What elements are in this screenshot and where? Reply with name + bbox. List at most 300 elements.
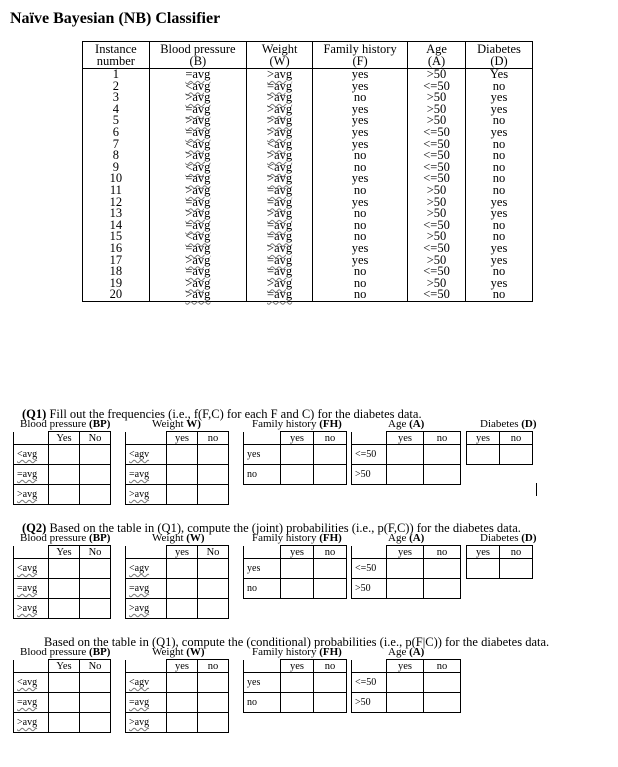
q2-bp-input-cell[interactable] xyxy=(49,559,80,579)
q3-bp-row xyxy=(14,673,111,693)
table-cell: >avg xyxy=(247,127,313,139)
table-cell: yes xyxy=(466,127,533,139)
q1-bp-input-cell[interactable] xyxy=(49,485,80,505)
table-cell: <avg xyxy=(149,81,246,93)
q1-fh-column-header: yes xyxy=(281,432,314,445)
q1-fh-input-cell[interactable] xyxy=(314,465,347,485)
q1-w-column-header: yes xyxy=(167,432,198,445)
table-cell: >50 xyxy=(408,231,466,243)
table-cell: 2 xyxy=(83,81,150,93)
q1-bp-column-header: Yes xyxy=(49,432,80,445)
table-cell: 12 xyxy=(83,197,150,209)
column-header xyxy=(247,42,313,69)
q3-bp-column-header: Yes xyxy=(49,660,80,673)
q3-fh-input-cell[interactable] xyxy=(281,673,314,693)
q1-bp-row-label: <avg xyxy=(14,445,49,465)
q3-w-table xyxy=(125,659,229,733)
table-cell: >50 xyxy=(408,278,466,290)
q3-w-header-row xyxy=(126,660,229,673)
q2-age-column-header: yes xyxy=(387,546,424,559)
q3-bp-input-cell[interactable] xyxy=(49,713,80,733)
q2-fh-table xyxy=(243,545,347,599)
table-cell: <=50 xyxy=(408,139,466,151)
table-cell: =avg xyxy=(247,220,313,232)
q3-bp-row-label: <avg xyxy=(14,673,49,693)
table-cell: <=50 xyxy=(408,81,466,93)
q1-age-label xyxy=(388,418,424,430)
table-cell: no xyxy=(313,92,408,104)
q2-fh-input-cell[interactable] xyxy=(314,579,347,599)
q1-bp-row xyxy=(14,465,111,485)
table-cell: >50 xyxy=(408,185,466,197)
q2-fh-corner xyxy=(244,546,281,559)
table-cell: 6 xyxy=(83,127,150,139)
q2-w-column-header: No xyxy=(198,546,229,559)
table-cell: yes xyxy=(313,197,408,209)
q1-w-input-cell[interactable] xyxy=(167,465,198,485)
q2-bp-row xyxy=(14,559,111,579)
q1-d-row xyxy=(467,445,533,465)
q3-age-column-header: no xyxy=(424,660,461,673)
q2-w-input-cell[interactable] xyxy=(167,559,198,579)
q3-bp-row xyxy=(14,713,111,733)
q3-bp-input-cell[interactable] xyxy=(80,693,111,713)
q3-bp-table xyxy=(13,659,111,733)
q1-w-row-label: =avg xyxy=(126,465,167,485)
table-cell: >avg xyxy=(247,92,313,104)
q2-bp-row-label: <avg xyxy=(14,559,49,579)
table-row xyxy=(83,92,533,104)
table-cell: <=50 xyxy=(408,127,466,139)
table-cell: 8 xyxy=(83,150,150,162)
q3-w-label-abbr: (W) xyxy=(186,646,205,658)
q2-bp-row-label: >avg xyxy=(14,599,49,619)
q3-age-label-title: Age xyxy=(388,646,410,658)
table-row xyxy=(83,81,533,93)
q1-d-input-cell[interactable] xyxy=(500,445,533,465)
table-cell: >50 xyxy=(408,208,466,220)
table-cell: >50 xyxy=(408,197,466,209)
q2-fh-row xyxy=(244,559,347,579)
q2-w-input-cell[interactable] xyxy=(167,579,198,599)
table-cell: <=50 xyxy=(408,173,466,185)
table-row xyxy=(83,220,533,232)
q2-fh-input-cell[interactable] xyxy=(281,579,314,599)
q2-age-input-cell[interactable] xyxy=(387,579,424,599)
q3-w-input-cell[interactable] xyxy=(167,693,198,713)
q2-age-label-abbr: (A) xyxy=(409,532,425,544)
q1-age-corner xyxy=(352,432,387,445)
table-cell: no xyxy=(466,231,533,243)
q2-w-row-label: >avg xyxy=(126,599,167,619)
q3-age-label-abbr: (A) xyxy=(409,646,425,658)
table-cell: =avg xyxy=(149,173,246,185)
q2-d-column-header: yes xyxy=(467,546,500,559)
q2-fh-row-label: no xyxy=(244,579,281,599)
table-cell: 18 xyxy=(83,266,150,278)
q2-d-input-cell[interactable] xyxy=(500,559,533,579)
table-cell: 20 xyxy=(83,289,150,301)
table-cell: yes xyxy=(313,115,408,127)
q2-age-header-row xyxy=(352,546,461,559)
q2-w-row xyxy=(126,579,229,599)
q2-age-label-title: Age xyxy=(388,532,410,544)
q2-bp-table xyxy=(13,545,111,619)
q3-fh-row xyxy=(244,693,347,713)
table-cell: =avg xyxy=(247,81,313,93)
q3-bp-input-cell[interactable] xyxy=(80,673,111,693)
table-cell: >avg xyxy=(247,173,313,185)
column-header xyxy=(408,42,466,69)
table-cell: =avg xyxy=(149,69,246,81)
q2-w-row xyxy=(126,599,229,619)
q3-age-corner xyxy=(352,660,387,673)
q2-d-label-abbr: (D) xyxy=(521,532,537,544)
table-cell: =avg xyxy=(149,243,246,255)
q3-w-input-cell[interactable] xyxy=(198,713,229,733)
table-cell: yes xyxy=(313,243,408,255)
q3-age-header-row xyxy=(352,660,461,673)
q2-fh-row-label: yes xyxy=(244,559,281,579)
table-cell: >avg xyxy=(149,150,246,162)
q1-fh-row-label: yes xyxy=(244,445,281,465)
table-cell: yes xyxy=(466,243,533,255)
q1-fh-label-title: Family history xyxy=(252,418,320,430)
table-cell: 1 xyxy=(83,69,150,81)
column-header-line: Diabetes xyxy=(477,41,521,56)
q1-fh-label-abbr: (FH) xyxy=(319,418,342,430)
q1-fh-row-label: no xyxy=(244,465,281,485)
q1-fh-corner xyxy=(244,432,281,445)
q1-w-input-cell[interactable] xyxy=(198,485,229,505)
q2-bp-input-cell[interactable] xyxy=(49,579,80,599)
table-cell: >avg xyxy=(247,115,313,127)
text-cursor xyxy=(536,483,537,496)
q3-fh-row xyxy=(244,673,347,693)
table-cell: >50 xyxy=(408,92,466,104)
q3-w-input-cell[interactable] xyxy=(167,673,198,693)
table-cell: no xyxy=(313,266,408,278)
q1-bp-input-cell[interactable] xyxy=(49,445,80,465)
column-header-line: Weight xyxy=(261,41,298,56)
q3-fh-header-row xyxy=(244,660,347,673)
q3-age-column-header: yes xyxy=(387,660,424,673)
q2-w-input-cell[interactable] xyxy=(167,599,198,619)
table-cell: 7 xyxy=(83,139,150,151)
q1-w-row xyxy=(126,445,229,465)
q3-w-input-cell[interactable] xyxy=(198,693,229,713)
q1-bp-row xyxy=(14,445,111,465)
q1-bp-input-cell[interactable] xyxy=(49,465,80,485)
q2-w-input-cell[interactable] xyxy=(198,579,229,599)
q2-fh-label xyxy=(252,532,342,544)
table-cell: 14 xyxy=(83,220,150,232)
table-cell: <=50 xyxy=(408,243,466,255)
q3-fh-label xyxy=(252,646,342,658)
q3-fh-row-label: no xyxy=(244,693,281,713)
table-cell: yes xyxy=(313,69,408,81)
q2-age-row-label: >50 xyxy=(352,579,387,599)
q2-fh-input-cell[interactable] xyxy=(281,559,314,579)
table-cell: 19 xyxy=(83,278,150,290)
q3-fh-label-title: Family history xyxy=(252,646,320,658)
table-row xyxy=(83,139,533,151)
q2-bp-input-cell[interactable] xyxy=(80,579,111,599)
q2-bp-label-title: Blood pressure xyxy=(20,532,90,544)
table-cell: Yes xyxy=(466,69,533,81)
table-cell: yes xyxy=(466,208,533,220)
q2-fh-row xyxy=(244,579,347,599)
table-cell: 13 xyxy=(83,208,150,220)
question-1-text: Fill out the frequencies (i.e., f(F,C) for each F and C) for the diabetes data. xyxy=(46,407,422,421)
q3-bp-label-abbr: (BP) xyxy=(89,646,111,658)
q2-bp-input-cell[interactable] xyxy=(80,559,111,579)
q2-bp-column-header: Yes xyxy=(49,546,80,559)
q2-bp-row xyxy=(14,579,111,599)
q1-bp-row xyxy=(14,485,111,505)
q3-fh-input-cell[interactable] xyxy=(281,693,314,713)
q1-bp-input-cell[interactable] xyxy=(80,445,111,465)
table-header-row xyxy=(83,42,533,69)
q3-w-row-label: =avg xyxy=(126,693,167,713)
column-header-line: Instance xyxy=(95,41,137,56)
table-cell: >50 xyxy=(408,255,466,267)
q2-age-row xyxy=(352,559,461,579)
table-cell: yes xyxy=(466,92,533,104)
table-cell: =avg xyxy=(247,289,313,301)
table-cell: >avg xyxy=(149,289,246,301)
q3-w-input-cell[interactable] xyxy=(198,673,229,693)
table-cell: no xyxy=(313,162,408,174)
table-cell: no xyxy=(466,81,533,93)
q2-d-input-cell[interactable] xyxy=(467,559,500,579)
q2-age-column-header: no xyxy=(424,546,461,559)
q2-bp-column-header: No xyxy=(80,546,111,559)
q1-bp-corner xyxy=(14,432,49,445)
q1-age-row xyxy=(352,445,461,465)
table-row xyxy=(83,115,533,127)
q2-d-label xyxy=(480,532,537,544)
q1-fh-label xyxy=(252,418,342,430)
q1-age-row-label: >50 xyxy=(352,465,387,485)
table-cell: 17 xyxy=(83,255,150,267)
table-row xyxy=(83,127,533,139)
table-cell: no xyxy=(466,139,533,151)
table-body xyxy=(83,69,533,302)
column-header-line: (F) xyxy=(352,54,368,68)
q3-bp-input-cell[interactable] xyxy=(49,673,80,693)
q1-d-input-cell[interactable] xyxy=(467,445,500,465)
column-header xyxy=(149,42,246,69)
q2-age-input-cell[interactable] xyxy=(424,559,461,579)
q1-w-row-label: <agv xyxy=(126,445,167,465)
q3-w-input-cell[interactable] xyxy=(167,713,198,733)
q2-d-row xyxy=(467,559,533,579)
column-header-line: Family history xyxy=(323,41,397,56)
q1-bp-row-label: >avg xyxy=(14,485,49,505)
table-cell: no xyxy=(466,289,533,301)
q1-age-input-cell[interactable] xyxy=(387,445,424,465)
table-cell: <avg xyxy=(247,162,313,174)
q1-w-input-cell[interactable] xyxy=(198,465,229,485)
q1-w-input-cell[interactable] xyxy=(167,445,198,465)
table-cell: 5 xyxy=(83,115,150,127)
q3-fh-input-cell[interactable] xyxy=(314,673,347,693)
q1-d-header-row xyxy=(467,432,533,445)
q3-age-row-label: <=50 xyxy=(352,673,387,693)
table-cell: yes xyxy=(466,278,533,290)
column-header xyxy=(83,42,150,69)
column-header-line: number xyxy=(96,54,135,68)
q3-age-input-cell[interactable] xyxy=(387,693,424,713)
q1-age-input-cell[interactable] xyxy=(424,465,461,485)
q1-age-label-title: Age xyxy=(388,418,410,430)
q1-bp-input-cell[interactable] xyxy=(80,485,111,505)
q1-age-input-cell[interactable] xyxy=(424,445,461,465)
table-cell: yes xyxy=(313,173,408,185)
column-header xyxy=(313,42,408,69)
table-cell: =avg xyxy=(247,185,313,197)
table-cell: <avg xyxy=(149,139,246,151)
q1-bp-table xyxy=(13,431,111,505)
table-cell: no xyxy=(466,173,533,185)
q3-w-row xyxy=(126,673,229,693)
q2-w-label xyxy=(152,532,205,544)
table-cell: 11 xyxy=(83,185,150,197)
q2-w-row xyxy=(126,559,229,579)
q3-age-input-cell[interactable] xyxy=(424,673,461,693)
q2-bp-corner xyxy=(14,546,49,559)
q2-fh-input-cell[interactable] xyxy=(314,559,347,579)
q1-fh-input-cell[interactable] xyxy=(281,445,314,465)
q1-w-label-abbr: W) xyxy=(186,418,201,430)
q2-w-label-title: Weight xyxy=(152,532,187,544)
table-cell: <=50 xyxy=(408,162,466,174)
q1-fh-column-header: no xyxy=(314,432,347,445)
q3-age-label xyxy=(388,646,424,658)
table-cell: <=50 xyxy=(408,289,466,301)
q2-w-row-label: =avg xyxy=(126,579,167,599)
table-row xyxy=(83,278,533,290)
q1-fh-input-cell[interactable] xyxy=(314,445,347,465)
table-cell: >avg xyxy=(247,243,313,255)
table-row xyxy=(83,208,533,220)
table-row xyxy=(83,197,533,209)
q1-w-table xyxy=(125,431,229,505)
table-cell: <=50 xyxy=(408,220,466,232)
q3-age-row-label: >50 xyxy=(352,693,387,713)
q1-fh-header-row xyxy=(244,432,347,445)
table-cell: >avg xyxy=(247,150,313,162)
table-cell: =avg xyxy=(247,231,313,243)
q2-d-label-title: Diabetes xyxy=(480,532,522,544)
q1-w-label-title: Weight xyxy=(152,418,187,430)
table-cell: no xyxy=(466,150,533,162)
table-cell: >50 xyxy=(408,69,466,81)
q3-bp-label xyxy=(20,646,110,658)
table-cell: >50 xyxy=(408,115,466,127)
table-row xyxy=(83,255,533,267)
diabetes-data-table xyxy=(82,41,533,302)
page-title: Naïve Bayesian (NB) Classifier xyxy=(10,10,221,27)
table-cell: >avg xyxy=(149,92,246,104)
q1-age-label-abbr: (A) xyxy=(409,418,425,430)
table-cell: =avg xyxy=(149,127,246,139)
table-cell: no xyxy=(313,185,408,197)
q3-w-row-label: >avg xyxy=(126,713,167,733)
q2-age-row-label: <=50 xyxy=(352,559,387,579)
q3-w-label-title: Weight xyxy=(152,646,187,658)
q3-age-row xyxy=(352,673,461,693)
table-cell: no xyxy=(466,115,533,127)
q3-fh-column-header: no xyxy=(314,660,347,673)
table-cell: yes xyxy=(313,104,408,116)
q1-d-table xyxy=(466,431,533,465)
q3-fh-input-cell[interactable] xyxy=(314,693,347,713)
q3-bp-row-label: >avg xyxy=(14,713,49,733)
table-row xyxy=(83,243,533,255)
q1-d-column-header: yes xyxy=(467,432,500,445)
q3-fh-label-abbr: (FH) xyxy=(319,646,342,658)
table-cell: yes xyxy=(466,255,533,267)
q2-age-corner xyxy=(352,546,387,559)
q1-d-label-abbr: (D) xyxy=(521,418,537,430)
q1-fh-input-cell[interactable] xyxy=(281,465,314,485)
q1-age-row-label: <=50 xyxy=(352,445,387,465)
table-cell: no xyxy=(313,208,408,220)
q3-bp-input-cell[interactable] xyxy=(80,713,111,733)
table-cell: yes xyxy=(313,81,408,93)
q2-w-table xyxy=(125,545,229,619)
q2-age-input-cell[interactable] xyxy=(424,579,461,599)
table-cell: no xyxy=(313,289,408,301)
q2-w-input-cell[interactable] xyxy=(198,559,229,579)
table-cell: yes xyxy=(313,139,408,151)
q1-bp-label-abbr: (BP) xyxy=(89,418,111,430)
q1-w-input-cell[interactable] xyxy=(167,485,198,505)
q3-bp-input-cell[interactable] xyxy=(49,693,80,713)
column-header-line: Age xyxy=(426,41,447,56)
q3-w-column-header: yes xyxy=(167,660,198,673)
table-cell: <avg xyxy=(149,231,246,243)
table-cell: >avg xyxy=(149,278,246,290)
q2-age-table xyxy=(351,545,461,599)
table-cell: <=50 xyxy=(408,266,466,278)
column-header-line: (B) xyxy=(189,54,207,68)
q2-w-input-cell[interactable] xyxy=(198,599,229,619)
table-cell: >avg xyxy=(149,185,246,197)
q2-d-table xyxy=(466,545,533,579)
q3-fh-column-header: yes xyxy=(281,660,314,673)
q1-w-header-row xyxy=(126,432,229,445)
column-header-line: (D) xyxy=(490,54,508,68)
q2-bp-input-cell[interactable] xyxy=(49,599,80,619)
q2-fh-label-title: Family history xyxy=(252,532,320,544)
table-cell: yes xyxy=(313,255,408,267)
q2-age-input-cell[interactable] xyxy=(387,559,424,579)
q1-bp-input-cell[interactable] xyxy=(80,465,111,485)
table-cell: =avg xyxy=(149,104,246,116)
table-cell: >avg xyxy=(247,104,313,116)
q2-bp-input-cell[interactable] xyxy=(80,599,111,619)
q3-age-input-cell[interactable] xyxy=(424,693,461,713)
q3-age-input-cell[interactable] xyxy=(387,673,424,693)
q1-bp-label xyxy=(20,418,110,430)
q1-age-input-cell[interactable] xyxy=(387,465,424,485)
q3-age-row xyxy=(352,693,461,713)
q1-w-input-cell[interactable] xyxy=(198,445,229,465)
question-1-label: (Q1) xyxy=(22,407,47,421)
